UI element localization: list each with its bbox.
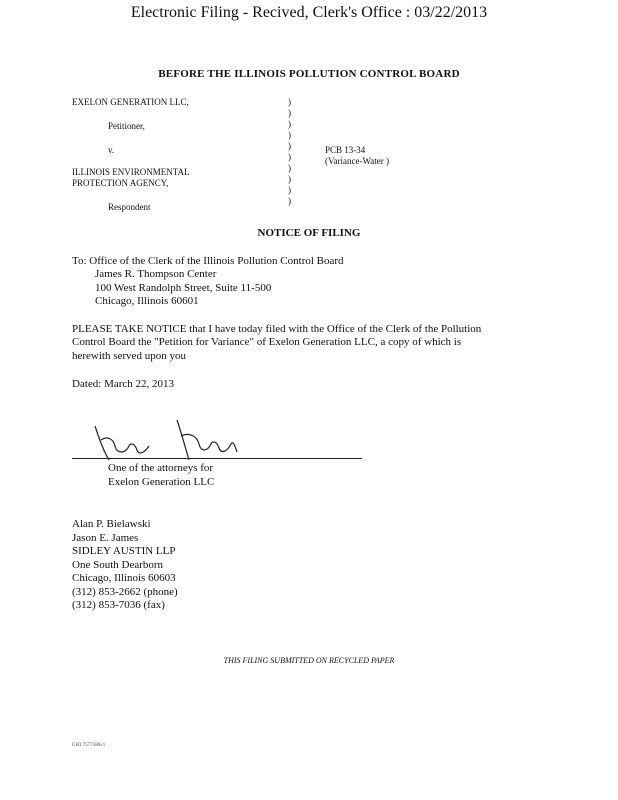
counsel-line: SIDLEY AUSTIN LLP <box>72 545 176 557</box>
petitioner-role: Petitioner, <box>108 121 145 131</box>
counsel-line: Alan P. Bielawski <box>72 518 151 530</box>
to-line-2: James R. Thompson Center <box>95 268 217 280</box>
signature-caption-1: One of the attorneys for <box>108 462 214 474</box>
caption-parentheses: ) ) ) ) ) ) ) ) ) ) <box>288 97 291 206</box>
case-number: PCB 13-34 <box>325 145 366 155</box>
notice-body-line-3: herewith served upon you <box>72 350 186 362</box>
case-type: (Variance-Water ) <box>325 156 389 166</box>
to-line-3: 100 West Randolph Street, Suite 11-500 <box>95 282 272 294</box>
signature-line <box>72 458 362 459</box>
board-title: BEFORE THE ILLINOIS POLLUTION CONTROL BOARD <box>158 68 460 80</box>
respondent-name-line1: ILLINOIS ENVIRONMENTAL <box>72 167 190 177</box>
to-line-1: To: Office of the Clerk of the Illinois Pollution Control Board <box>72 255 344 267</box>
notice-body-line-2: Control Board the "Petition for Variance" of Exelon Generation LLC, a copy of which is <box>72 336 462 348</box>
electronic-filing-stamp: Electronic Filing - Recived, Clerk's Office : 03/22/2013 <box>130 4 488 21</box>
counsel-line: Chicago, Illinois 60603 <box>72 572 176 584</box>
notice-body-line-1: PLEASE TAKE NOTICE that I have today filed with the Office of the Clerk of the Pollution <box>72 323 482 335</box>
counsel-line: One South Dearborn <box>72 559 164 571</box>
to-line-4: Chicago, Illinois 60601 <box>95 295 199 307</box>
counsel-line: (312) 853-2662 (phone) <box>72 586 178 598</box>
counsel-line: (312) 853-7036 (fax) <box>72 599 165 611</box>
respondent-name-line2: PROTECTION AGENCY, <box>72 178 169 188</box>
document-id: CH1 7577586v1 <box>72 743 106 748</box>
dated-line: Dated: March 22, 2013 <box>72 378 175 390</box>
notice-title: NOTICE OF FILING <box>257 227 361 239</box>
counsel-line: Jason E. James <box>72 532 139 544</box>
petitioner-name: EXELON GENERATION LLC, <box>72 97 189 107</box>
respondent-role: Respondent <box>108 202 151 212</box>
recycled-paper-footer: THIS FILING SUBMITTED ON RECYCLED PAPER <box>223 656 395 665</box>
versus-label: v. <box>108 145 115 155</box>
signature-caption-2: Exelon Generation LLC <box>108 476 215 488</box>
